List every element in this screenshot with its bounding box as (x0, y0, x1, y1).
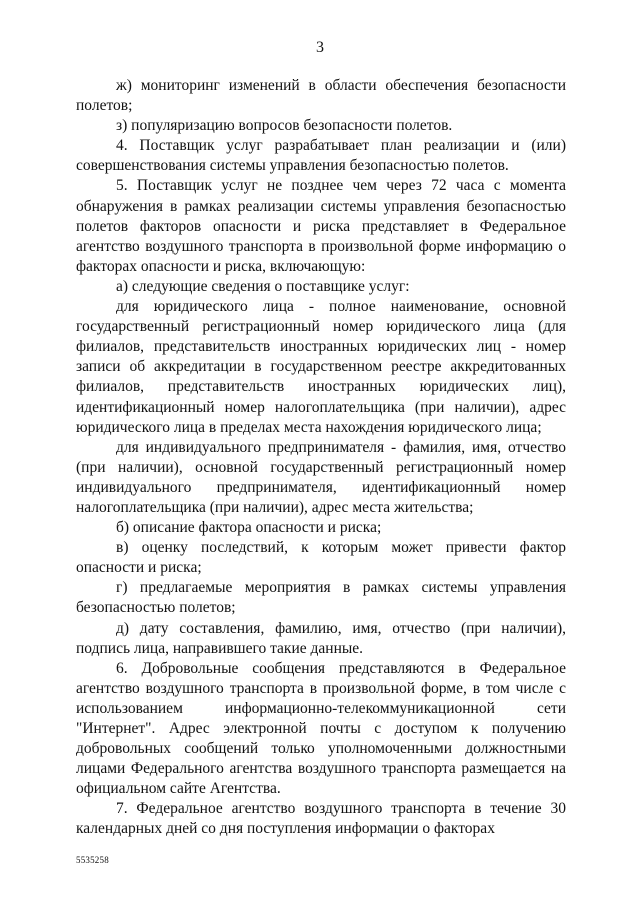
paragraph-item-v: в) оценку последствий, к которым может привести фактор опасности и риска; (76, 539, 566, 577)
paragraph-item-a: а) следующие сведения о поставщике услуг: (116, 277, 410, 295)
paragraph-item-b: б) описание фактора опасности и риска; (116, 519, 382, 537)
paragraph-item-d: д) дату составления, фамилию, имя, отчество (при наличии), подпись лица, направившего такие данные. (76, 619, 566, 657)
paragraph-clause-4: 4. Поставщик услуг разрабатывает план реализации и (или) совершенствования системы управления безопасностью полетов. (76, 137, 566, 175)
paragraph-clause-6: 6. Добровольные сообщения представляются в Федеральное агентство воздушного транспорта в произвольной форме, в том числе с использованием информационно-телекоммуникационной сети "Интернет". Адрес электронной почты с доступом к получению добровольных сообщений только уполномоченными должностными лицами Федерального агентства воздушного транспорта размещается на официальном сайте Агентства. (76, 659, 566, 798)
page-number: 3 (316, 39, 324, 56)
paragraph-item-z: з) популяризацию вопросов безопасности полетов. (116, 117, 453, 135)
paragraph-clause-7: 7. Федеральное агентство воздушного транспорта в течение 30 календарных дней со дня поступления информации о факторах (76, 800, 566, 838)
paragraph-item-g: г) предлагаемые мероприятия в рамках системы управления безопасностью полетов; (76, 579, 566, 617)
document-code: 5535258 (76, 855, 109, 865)
document-body (76, 76, 566, 840)
paragraph-legal-entity: для юридического лица - полное наименование, основной государственный регистрационный номер юридического лица (для филиалов, представительств иностранных юридических лиц - номер записи об аккредитации в государственном реестре аккредитованных филиалов, представительств иностранных юридических лиц), идентификационный номер налогоплательщика (при наличии), адрес юридического лица в пределах места нахождения юридического лица; (76, 298, 566, 436)
paragraph-clause-5: 5. Поставщик услуг не позднее чем через 72 часа с момента обнаружения в рамках реализации системы управления безопасностью полетов факторов опасности и риска представляет в Федеральное агентство воздушного транспорта в произвольной форме информацию о факторах опасности и риска, включающую: (76, 177, 566, 275)
paragraph-item-zh: ж) мониторинг изменений в области обеспечения безопасности полетов; (76, 77, 566, 115)
paragraph-individual-entrepreneur: для индивидуального предпринимателя - фамилия, имя, отчество (при наличии), основной государственный регистрационный номер индивидуального предпринимателя, идентификационный номер налогоплательщика (при наличии), адрес места жительства; (76, 438, 566, 516)
